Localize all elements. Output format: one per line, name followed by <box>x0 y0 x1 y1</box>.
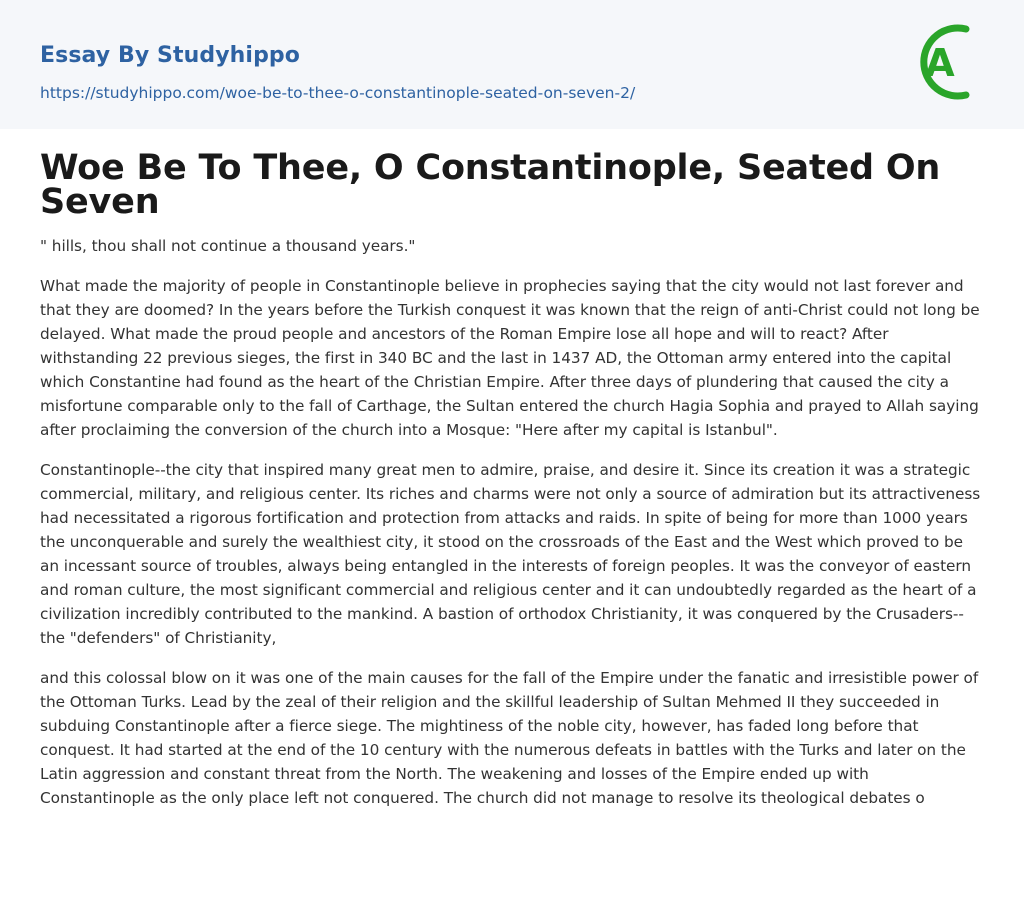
studyhippo-logo-icon[interactable] <box>913 20 985 104</box>
article <box>0 129 1024 810</box>
brand-title[interactable]: Essay By Studyhippo <box>40 43 300 68</box>
essay-paragraph: and this colossal blow on it was one of the main causes for the fall of the Empire under the fanatic and irresistible power of the Ottoman Turks. Lead by the zeal of their religion and the skillful leadership of Sultan Mehmed II they succeeded in subduing Constantinople after a fierce siege. The mightiness of the noble city, however, has faded long before that conquest. It had started at the end of the 10 century with the numerous defeats in battles with the Turks and later on the Latin aggression and constant threat from the North. The weakening and losses of the Empire ended up with Constantinople as the only place left not conquered. The church did not manage to resolve its theological debates o <box>40 669 979 807</box>
essay-paragraph: What made the majority of people in Constantinople believe in prophecies saying that the city would not last forever and that they are doomed? In the years before the Turkish conquest it was known that the reign of anti-Christ could not long be delayed. What made the proud people and ancestors of the Roman Empire lose all hope and will to react? After withstanding 22 previous sieges, the first in 340 BC and the last in 1437 AD, the Ottoman army entered into the capital which Constantine had found as the heart of the Christian Empire. After three days of plundering that caused the city a misfortune comparable only to the fall of Carthage, the Sultan entered the church Hagia Sophia and prayed to Allah saying after proclaiming the conversion of the church into a Mosque: "Here after my capital is Istanbul". <box>40 277 980 439</box>
essay-paragraph: " hills, thou shall not continue a thousand years." <box>40 237 416 255</box>
essay-paragraph: Constantinople--the city that inspired many great men to admire, praise, and desire it. Since its creation it was a strategic commercial, military, and religious center. Its riches and charms were not only a source of admiration but its attractiveness had necessitated a rigorous fortification and protection from attacks and raids. In spite of being for more than 1000 years the unconquerable and surely the wealthiest city, it stood on the crossroads of the East and the West which proved to be an incessant source of troubles, always being entangled in the interests of foreign peoples. It was the conveyor of eastern and roman culture, the most significant commercial and religious center and it can undoubtedly regarded as the heart of a civilization incredibly contributed to the mankind. A bastion of orthodox Christianity, it was conquered by the Crusaders--the "defenders" of Christianity, <box>40 461 981 647</box>
logo-letter: A <box>925 41 955 85</box>
site-header <box>0 0 1024 129</box>
essay-title: Woe Be To Thee, O Constantinople, Seated On Seven <box>40 148 941 222</box>
essay-url-link[interactable]: https://studyhippo.com/woe-be-to-thee-o-constantinople-seated-on-seven-2/ <box>40 84 636 102</box>
